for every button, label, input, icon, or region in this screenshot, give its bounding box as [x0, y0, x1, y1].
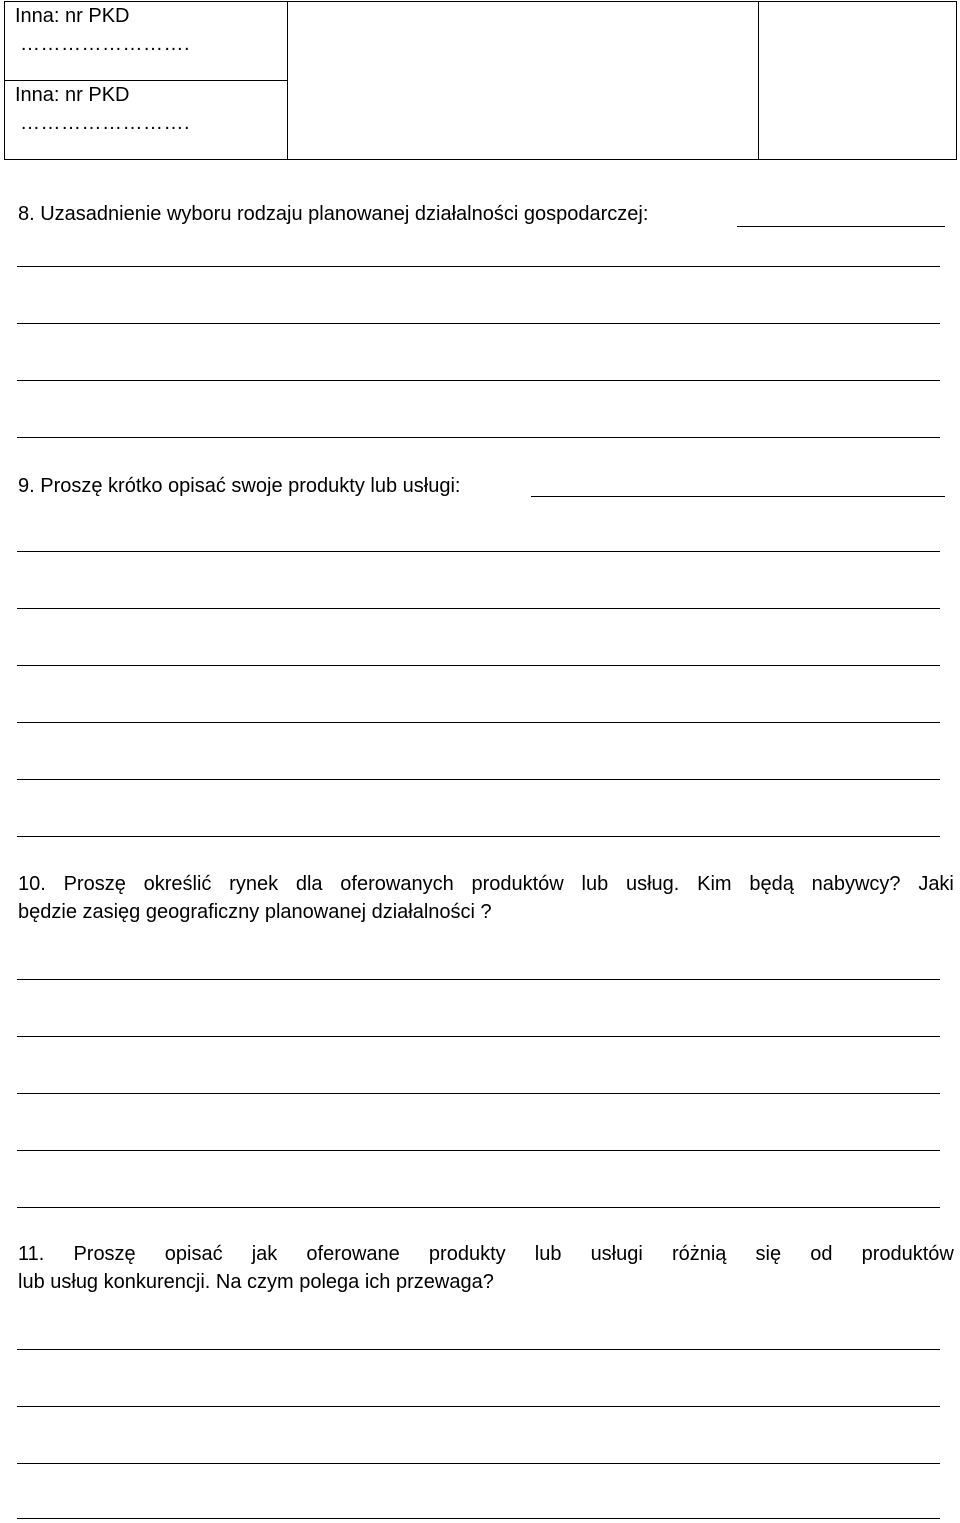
word: rynek: [229, 873, 279, 895]
answer-line[interactable]: [737, 226, 945, 227]
question-10-line-1: [18, 870, 954, 898]
question-11-line-2: lub usług konkurencji. Na czym polega ich przewaga?: [18, 1271, 494, 1293]
word: lub: [581, 873, 609, 895]
answer-line[interactable]: [17, 1349, 940, 1350]
word: różnią: [671, 1243, 727, 1265]
pkd-table: [4, 1, 957, 160]
word: 10.: [18, 873, 46, 895]
answer-line[interactable]: [17, 551, 940, 552]
answer-line[interactable]: [17, 1036, 940, 1037]
word: produkty: [428, 1243, 506, 1265]
answer-line[interactable]: [17, 380, 940, 381]
table-row: [5, 2, 957, 81]
answer-line[interactable]: [17, 1093, 940, 1094]
question-8: 8. Uzasadnienie wyboru rodzaju planowanej działalności gospodarczej:: [18, 203, 649, 225]
question-10-line-2: będzie zasięg geograficzny planowanej działalności ?: [18, 901, 492, 923]
answer-line[interactable]: [531, 496, 945, 497]
answer-line[interactable]: [17, 266, 940, 267]
word: produktów: [471, 873, 564, 895]
answer-line[interactable]: [17, 1207, 940, 1208]
word: się: [755, 1243, 782, 1265]
word: dla: [295, 873, 323, 895]
word: oferowane: [306, 1243, 400, 1265]
answer-line[interactable]: [17, 979, 940, 980]
question-11-line-1: [18, 1240, 954, 1268]
empty-cell[interactable]: [759, 2, 957, 160]
word: usługi: [590, 1243, 643, 1265]
word: 11.: [18, 1243, 45, 1265]
answer-line[interactable]: [17, 608, 940, 609]
answer-line[interactable]: [17, 323, 940, 324]
word: produktów: [861, 1243, 954, 1265]
answer-line[interactable]: [17, 779, 940, 780]
pkd-dots: …………………….: [20, 33, 191, 55]
answer-line[interactable]: [17, 665, 940, 666]
pkd-cell: [5, 2, 288, 81]
answer-line[interactable]: [17, 437, 940, 438]
answer-line[interactable]: [17, 836, 940, 837]
word: będą: [749, 873, 794, 895]
question-11: [18, 1240, 954, 1296]
pkd-dots: …………………….: [20, 112, 191, 134]
word: opisać: [164, 1243, 223, 1265]
word: usług.: [625, 873, 680, 895]
pkd-label: Inna: nr PKD: [15, 5, 130, 27]
question-9: 9. Proszę krótko opisać swoje produkty lub usługi:: [18, 475, 461, 497]
answer-line[interactable]: [17, 1150, 940, 1151]
word: oferowanych: [340, 873, 454, 895]
answer-line[interactable]: [17, 1406, 940, 1407]
pkd-label: Inna: nr PKD: [15, 84, 130, 106]
word: Proszę: [73, 1243, 136, 1265]
word: lub: [534, 1243, 562, 1265]
word: Proszę: [63, 873, 126, 895]
word: określić: [143, 873, 212, 895]
answer-line[interactable]: [17, 1518, 940, 1519]
answer-line[interactable]: [17, 722, 940, 723]
word: jak: [251, 1243, 278, 1265]
word: od: [810, 1243, 833, 1265]
pkd-cell: [5, 81, 288, 160]
word: Kim: [697, 873, 732, 895]
word: Jaki: [918, 873, 954, 895]
answer-line[interactable]: [17, 1463, 940, 1464]
empty-cell[interactable]: [288, 2, 759, 160]
question-10: [18, 870, 954, 926]
word: nabywcy?: [811, 873, 901, 895]
